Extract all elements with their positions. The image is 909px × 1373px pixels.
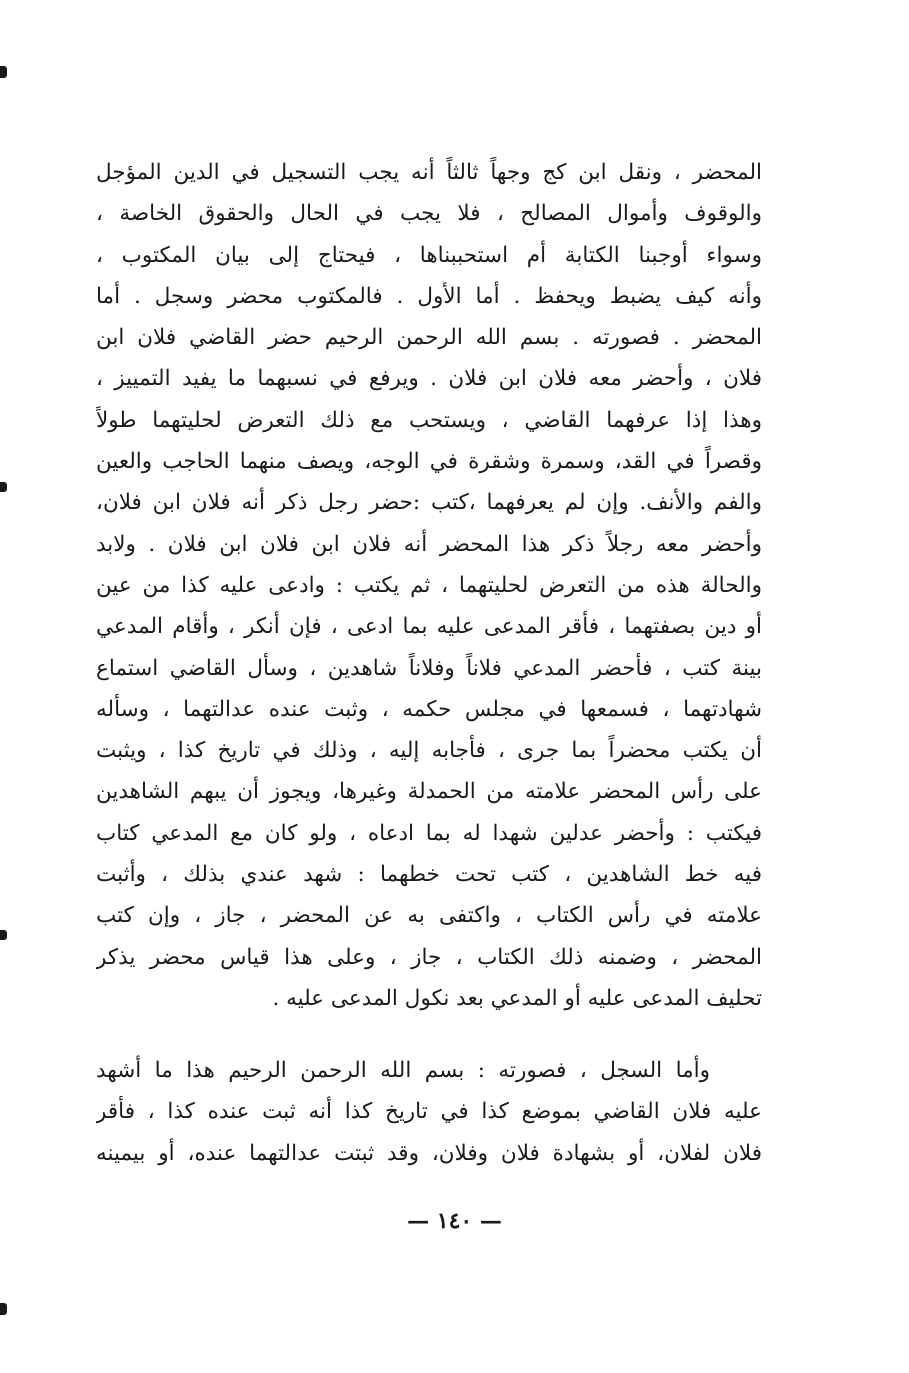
paragraph-mahdar [96, 152, 762, 1019]
text-line: بينة كتب ، فأحضر المدعي فلاناً وفلاناً شاهدين ، وسأل القاضي استماع [96, 655, 762, 681]
text-line: فيه خط الشاهدين ، كتب تحت خطهما : شهد عندي بذلك ، وأثبت [96, 862, 762, 888]
text-line: والوقوف وأموال المصالح ، فلا يجب في الحال والحقوق الخاصة ، [96, 201, 762, 227]
binding-mark [0, 66, 7, 78]
binding-mark [0, 1303, 7, 1315]
text-line: تحليف المدعى عليه أو المدعي بعد نكول المدعى عليه . [272, 985, 762, 1011]
text-line: على رأس المحضر علامته من الحمدلة وغيرها، ويجوز أن يبهم الشاهدين [96, 779, 762, 805]
text-line: عليه فلان القاضي بموضع كذا في تاريخ كذا أنه ثبت عنده كذا ، فأقر [96, 1099, 762, 1125]
text-line: المحضر ، ونقل ابن كج وجهاً ثالثاً أنه يجب التسجيل في الدين المؤجل [96, 160, 762, 185]
text-line: وأما السجل ، فصورته : بسم الله الرحمن الرحيم هذا ما أشهد [96, 1058, 710, 1083]
text-line: فلان لفلان، أو بشهادة فلان وفلان، وقد ثبتت عدالتهما عنده، أو بيمينه [96, 1140, 762, 1166]
text-line: فلان ، وأحضر معه فلان ابن فلان . ويرفع في نسبهما ما يفيد التمييز ، [96, 366, 762, 392]
text-line: والفم والأنف. وإن لم يعرفهما ،كتب :حضر رجل ذكر أنه فلان ابن فلان، [96, 490, 762, 516]
text-line: المحضر . فصورته . بسم الله الرحمن الرحيم حضر القاضي فلان ابن [96, 325, 762, 351]
text-line: وسواء أوجبنا الكتابة أم استحببناها ، فيحتاج إلى بيان المكتوب ، [96, 242, 762, 268]
text-line: وقصراً في القد، وسمرة وشقرة في الوجه، ويصف منهما الحاجب والعين [96, 449, 762, 475]
text-line: وهذا إذا عرفهما القاضي ، ويستحب مع ذلك التعرض لحليتهما طولاً [96, 407, 762, 433]
text-line: المحضر ، وضمنه ذلك الكتاب ، جاز ، وعلى هذا قياس محضر يذكر [96, 944, 762, 970]
text-line: علامته في رأس الكتاب ، واكتفى به عن المحضر ، جاز ، وإن كتب [96, 903, 762, 929]
text-line: والحالة هذه من التعرض لحليتهما ، ثم يكتب : وادعى عليه كذا من عين [96, 572, 762, 598]
text-line: وأحضر معه رجلاً ذكر هذا المحضر أنه فلان ابن فلان ابن فلان . ولابد [96, 531, 762, 557]
binding-mark [0, 482, 7, 492]
text-line: فيكتب : وأحضر عدلين شهدا له بما ادعاه ، ولو كان مع المدعي كتاب [96, 820, 762, 846]
text-line: وأنه كيف يضبط ويحفظ . أما الأول . فالمكتوب محضر وسجل . أما [96, 283, 762, 309]
text-line: أو دين بصفتهما ، فأقر المدعى عليه بما ادعى ، فإن أنكر ، وأقام المدعي [96, 614, 762, 640]
paragraph-sijill [96, 1050, 762, 1174]
binding-mark [0, 930, 7, 940]
text-line: أن يكتب محضراً بما جرى ، فأجابه إليه ، وذلك في تاريخ كذا ، ويثبت [96, 738, 762, 764]
text-line: شهادتهما ، فسمعها في مجلس حكمه ، وثبت عنده عدالتهما ، وسأله [96, 696, 762, 722]
page-number: — ١٤٠ — [407, 1208, 502, 1234]
